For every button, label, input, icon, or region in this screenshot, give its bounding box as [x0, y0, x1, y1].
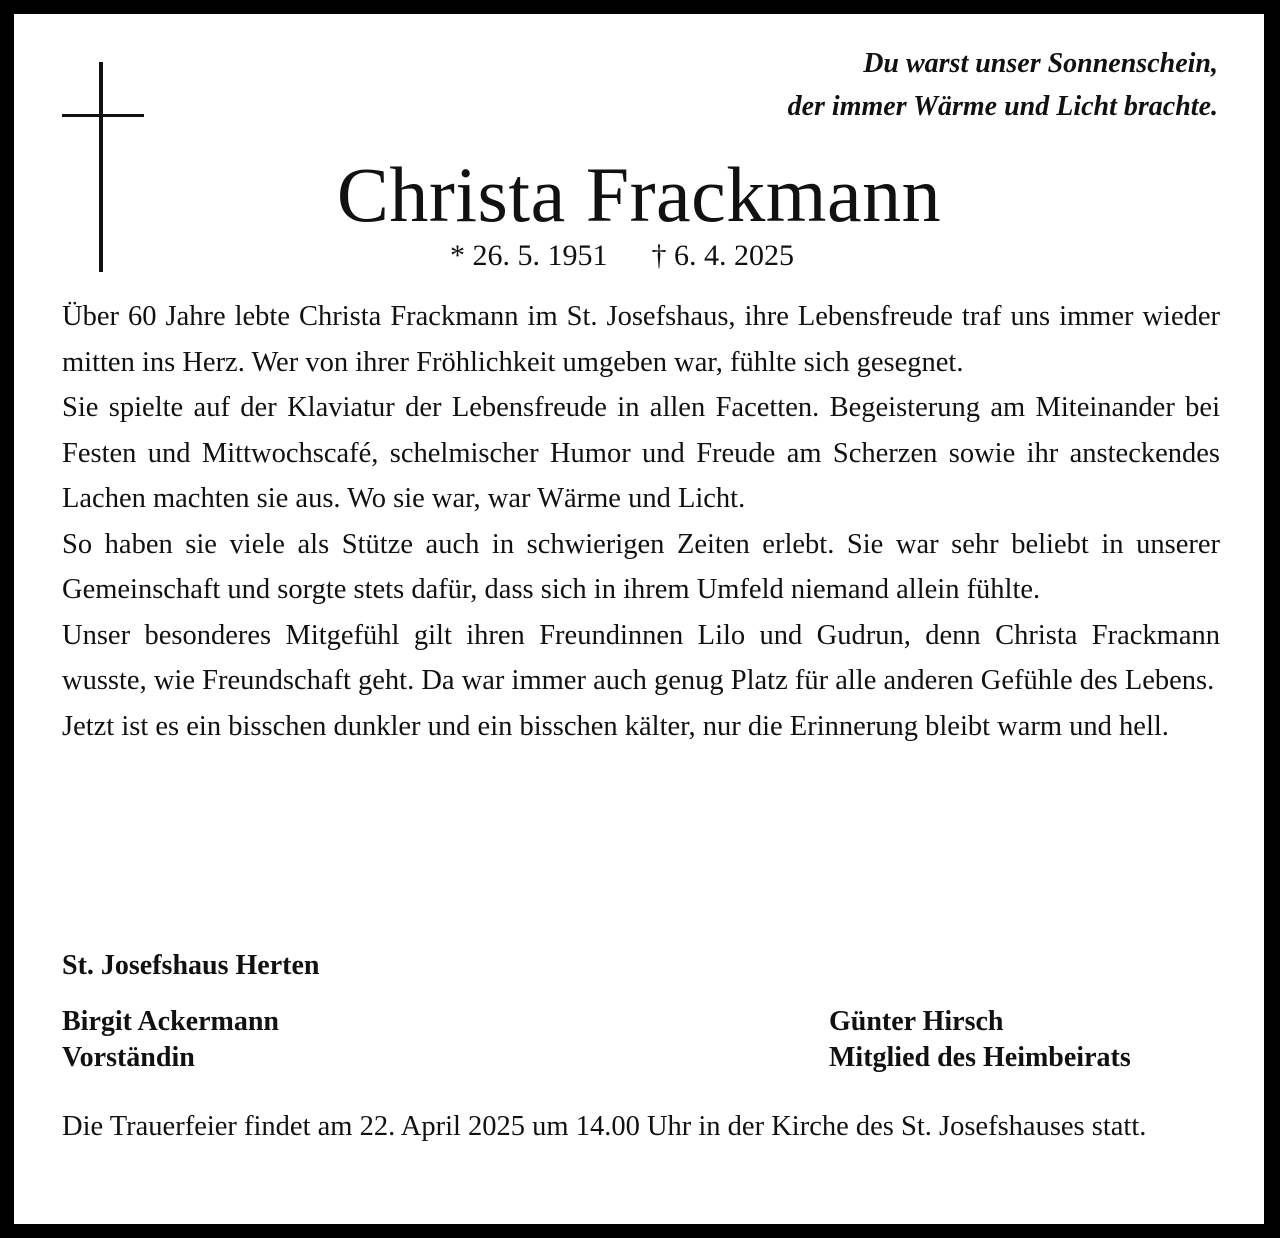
- signatory-left-name: Birgit Ackermann: [62, 1006, 279, 1037]
- motto-line-1: Du warst unser Sonnenschein,: [863, 48, 1218, 79]
- deceased-name: Christa Frackmann: [336, 151, 942, 238]
- birth-date: * 26. 5. 1951: [450, 239, 608, 272]
- motto: [788, 42, 1218, 128]
- paragraph-3: So haben sie viele als Stütze auch in schwierigen Zeiten erlebt. Sie war sehr beliebt in unserer Gemeinschaft und sorgte stets dafür, dass sich in ihrem Umfeld niemand allein fühlte.: [62, 528, 1220, 605]
- cross-horizontal-bar: [62, 114, 144, 117]
- life-dates: [450, 236, 794, 276]
- signatory-right-name: Günter Hirsch: [829, 1006, 1004, 1037]
- funeral-info: Die Trauerfeier findet am 22. April 2025 um 14.00 Uhr in der Kirche des St. Josefshauses statt.: [62, 1111, 1147, 1142]
- paragraph-2: Sie spielte auf der Klaviatur der Lebensfreude in allen Facetten. Begeisterung am Miteinander bei Festen und Mittwochscafé, schelmischer Humor und Freude am Scherzen sowie ihr ansteckendes Lachen machten sie aus. Wo sie war, war Wärme und Licht.: [62, 392, 1220, 514]
- organization-name: St. Josefshaus Herten: [62, 950, 320, 981]
- signatory-left-role: Vorständin: [62, 1042, 195, 1073]
- obituary-text: [62, 294, 1220, 749]
- motto-line-2: der immer Wärme und Licht brachte.: [787, 91, 1218, 122]
- signatory-right: [829, 1004, 1131, 1076]
- signatory-right-role: Mitglied des Heimbeirats: [829, 1042, 1131, 1073]
- paragraph-4: Unser besonderes Mitgefühl gilt ihren Freundinnen Lilo und Gudrun, denn Christa Frackmann wusste, wie Freundschaft geht. Da war immer auch genug Platz für alle anderen Gefühle des Lebens.: [62, 619, 1220, 696]
- death-date: † 6. 4. 2025: [651, 239, 794, 272]
- paragraph-1: Über 60 Jahre lebte Christa Frackmann im St. Josefshaus, ihre Lebensfreude traf uns immer wieder mitten ins Herz. Wer von ihrer Fröhlichkeit umgeben war, fühlte sich gesegnet.: [62, 301, 1220, 378]
- paragraph-5: Jetzt ist es ein bisschen dunkler und ein bisschen kälter, nur die Erinnerung bleibt warm und hell.: [62, 710, 1169, 742]
- signatory-left: [62, 1004, 279, 1076]
- obituary-notice: [14, 14, 1264, 1224]
